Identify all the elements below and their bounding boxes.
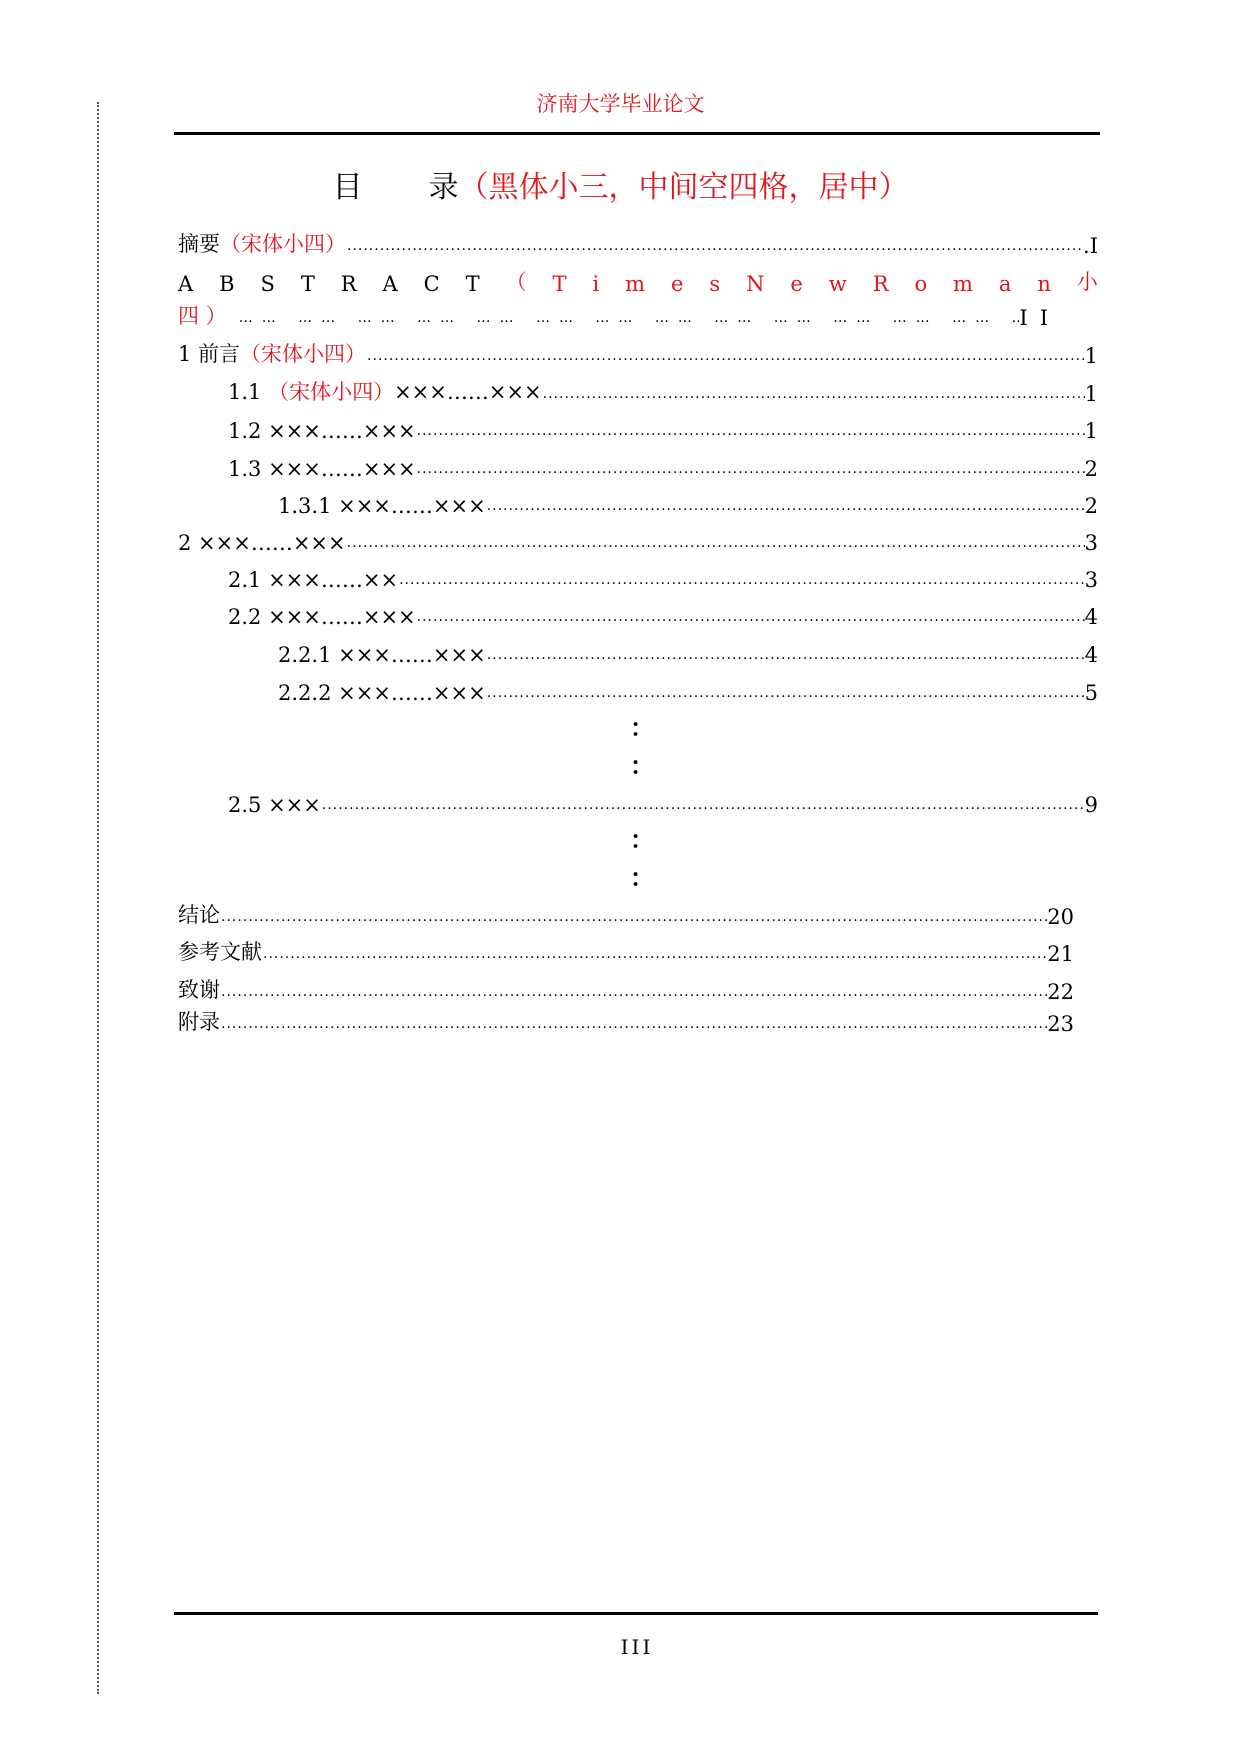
- dot-leader: [416, 423, 1085, 443]
- toc-entry-number: 2.2.2: [278, 681, 339, 705]
- toc-entry-title: ×××……×××: [338, 643, 486, 667]
- toc-entry-2[interactable]: [178, 521, 1098, 555]
- toc-entry-1-3[interactable]: [178, 447, 1098, 481]
- toc-entry-number: 1.2: [228, 419, 269, 443]
- abstract-char: R: [340, 272, 357, 296]
- abstract-char: R: [872, 272, 889, 296]
- abstract-char: C: [423, 272, 440, 296]
- toc-entry-title: ×××……×××: [338, 494, 486, 518]
- toc-entry-page: 2: [1084, 457, 1098, 481]
- toc-entry-2-2[interactable]: [178, 595, 1098, 629]
- abstract-char: m: [625, 272, 646, 296]
- dot-leader: [346, 238, 1083, 258]
- toc-entry-number: 2.1: [228, 568, 269, 592]
- toc-entry-title: ×××……×××: [268, 605, 416, 629]
- dot-leader: [398, 572, 1085, 592]
- toc-entry-2-2-1[interactable]: [178, 633, 1098, 667]
- abstract-char: s: [709, 272, 721, 296]
- toc-entry-back-matter[interactable]: [178, 1002, 1074, 1036]
- dot-leader: [346, 535, 1085, 555]
- abstract-char: 小: [1076, 270, 1098, 294]
- toc-entry-title: 前言: [198, 342, 241, 366]
- toc-entry-title: 参考文献: [178, 940, 262, 964]
- toc-entry-number: 1.3: [228, 457, 269, 481]
- toc-entry-title: ×××……××: [268, 568, 399, 592]
- abstract-char: N: [746, 272, 765, 296]
- running-header: 济南大学毕业论文: [536, 92, 705, 116]
- abstract-char: （: [505, 270, 527, 294]
- abstract-char: B: [219, 272, 235, 296]
- dot-leader: [262, 946, 1047, 966]
- toc-entry-title: 摘要: [178, 232, 220, 256]
- toc-entry-page: 1: [1084, 344, 1098, 368]
- toc-entry-page: 3: [1084, 531, 1098, 555]
- toc-entry-2-1[interactable]: [178, 558, 1098, 592]
- toc-title-right: 录: [428, 170, 459, 205]
- abstract-char: n: [1037, 272, 1051, 296]
- toc-entry-1[interactable]: [178, 334, 1098, 368]
- abstract-char: A: [382, 272, 398, 296]
- toc-entry-1-1[interactable]: [178, 372, 1098, 406]
- toc-entry-page: 20: [1047, 905, 1074, 929]
- toc-entry-note: （宋体小四）: [268, 380, 395, 404]
- toc-entry-title: ×××……×××: [338, 681, 486, 705]
- toc-entry-page: 5: [1084, 681, 1098, 705]
- toc-entry-abstract-cn[interactable]: [178, 224, 1098, 258]
- ellipsis-mark: ：: [630, 825, 654, 854]
- dot-leader: [486, 647, 1085, 667]
- binding-line: [97, 102, 99, 1694]
- abstract-char: T: [552, 272, 567, 296]
- toc-entry-note: （宋体小四）: [240, 342, 367, 366]
- abstract-char: w: [828, 272, 847, 296]
- abstract-char: A: [178, 272, 194, 296]
- toc-entry-page: .I: [1083, 234, 1098, 258]
- abstract-char: m: [953, 272, 973, 296]
- toc-entry-back-matter[interactable]: [178, 970, 1074, 1004]
- toc-entry-title: ×××……×××: [394, 380, 542, 404]
- toc-entry-1-2[interactable]: [178, 409, 1098, 443]
- abstract-char: S: [260, 272, 275, 296]
- dot-leader: [366, 348, 1085, 368]
- ellipsis-mark: ：: [630, 751, 654, 780]
- abstract-char: a: [998, 272, 1012, 296]
- toc-entry-back-matter[interactable]: [178, 932, 1074, 966]
- toc-entry-page: 9: [1084, 793, 1098, 817]
- toc-entry-title: ×××……×××: [198, 531, 346, 555]
- toc-entry-title: 附录: [178, 1010, 220, 1034]
- abstract-char: e: [671, 272, 684, 296]
- toc-entry-2-5[interactable]: [178, 783, 1098, 817]
- toc-entry-number: 2.5: [228, 793, 269, 817]
- toc-entry-page: 2: [1084, 494, 1098, 518]
- dot-leader: [220, 1016, 1047, 1036]
- ellipsis-mark: ：: [630, 713, 654, 742]
- toc-entry-1-3-1[interactable]: [178, 484, 1098, 518]
- toc-entry-page: 4: [1084, 605, 1098, 629]
- abstract-char: i: [592, 272, 600, 296]
- abstract-char: o: [914, 272, 928, 296]
- toc-entry-title: ×××……×××: [268, 457, 416, 481]
- toc-entry-2-2-2[interactable]: [178, 671, 1098, 705]
- toc-entry-page: 23: [1047, 1012, 1074, 1036]
- abstract-char: e: [790, 272, 803, 296]
- toc-entry-number: 1.3.1: [278, 494, 339, 518]
- footer-rule: [174, 1612, 1098, 1615]
- toc-entry-note-tail: 四 ）: [178, 304, 227, 328]
- dot-leader: [220, 984, 1047, 1004]
- footer-page-number: III: [620, 1635, 654, 1659]
- dot-leader: [486, 498, 1085, 518]
- dot-leader: [321, 797, 1085, 817]
- toc-title-left: 目: [332, 170, 363, 205]
- toc-entry-title: ×××……×××: [268, 419, 416, 443]
- toc-entry-page: 1: [1084, 419, 1098, 443]
- toc-title: [0, 162, 1241, 206]
- toc-entry-back-matter[interactable]: [178, 895, 1074, 929]
- abstract-char: T: [465, 272, 480, 296]
- dot-leader: [416, 609, 1085, 629]
- toc-entry-page: II: [1019, 306, 1060, 330]
- toc-entry-number: 1.1: [228, 380, 269, 404]
- toc-entry-page: 3: [1084, 568, 1098, 592]
- toc-entry-abstract-en[interactable]: [178, 262, 1098, 296]
- toc-entry-note: （宋体小四）: [220, 232, 346, 256]
- dot-leader: [542, 386, 1085, 406]
- header-rule: [174, 132, 1100, 135]
- toc-entry-page: 22: [1047, 980, 1074, 1004]
- toc-entry-page: 1: [1084, 382, 1098, 406]
- toc-entry-title: 结论: [178, 903, 220, 927]
- abstract-char: T: [300, 272, 315, 296]
- toc-entry-page: 4: [1084, 643, 1098, 667]
- toc-entry-number: 2.2: [228, 605, 269, 629]
- toc-entry-title: ×××: [268, 793, 321, 817]
- toc-entry-number: 2: [178, 531, 199, 555]
- dot-leader: [227, 310, 1020, 330]
- toc-entry-number: 1: [178, 342, 199, 366]
- toc-entry-number: 2.2.1: [278, 643, 339, 667]
- dot-leader: [486, 685, 1085, 705]
- dot-leader: [416, 461, 1085, 481]
- toc-entry-page: 21: [1047, 942, 1074, 966]
- toc-entry-title: 致谢: [178, 978, 220, 1002]
- toc-entry-abstract-en-continued: [178, 296, 1060, 330]
- ellipsis-mark: ：: [630, 863, 654, 892]
- dot-leader: [220, 909, 1047, 929]
- toc-title-note: （黑体小三，中间空四格，居中）: [458, 170, 909, 205]
